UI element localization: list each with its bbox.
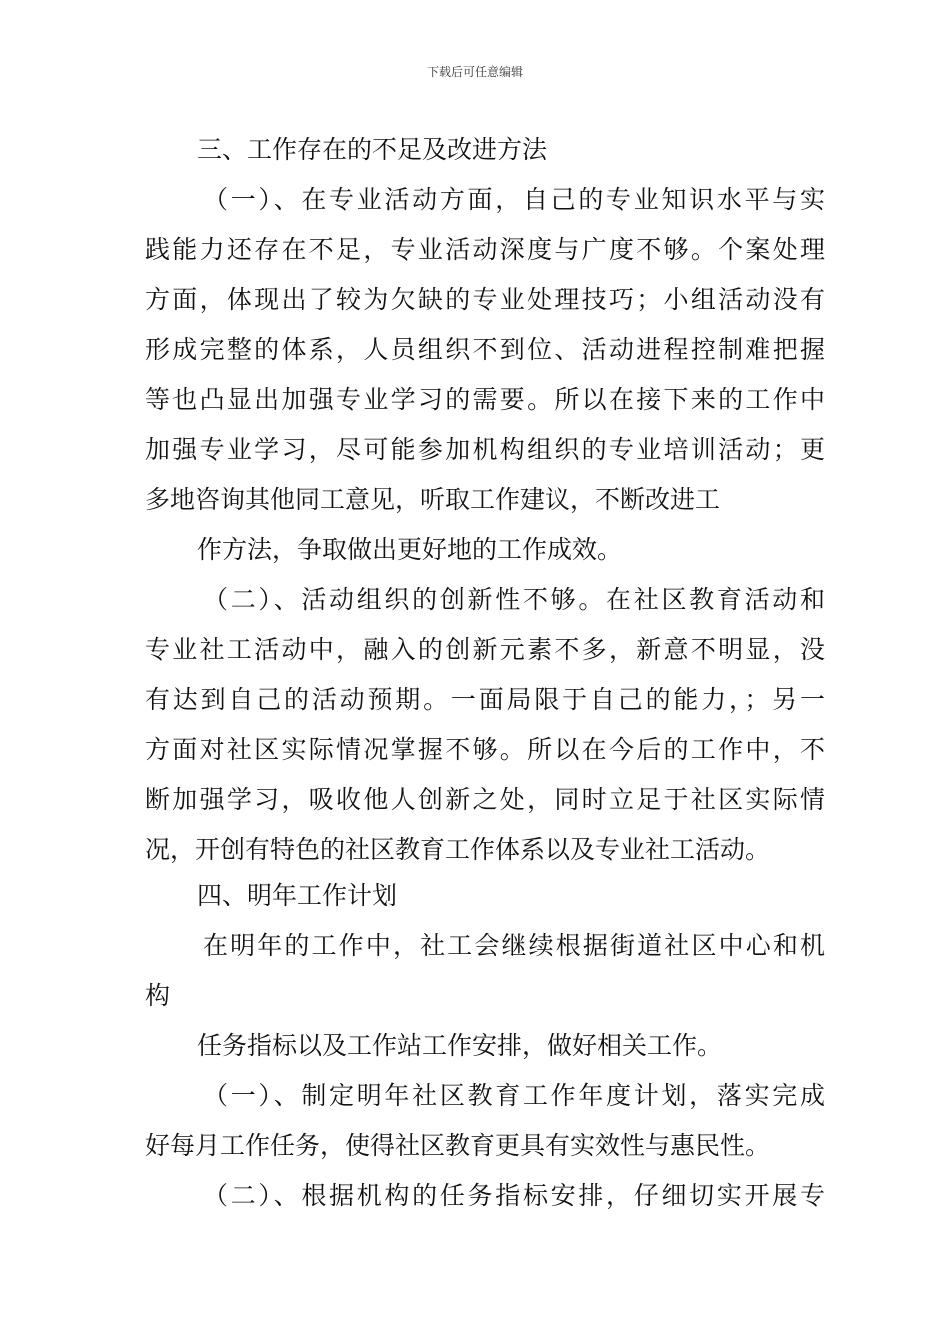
section-heading-4: 四、明年工作计划 [197, 881, 398, 910]
paragraph-line: 作方法，争取做出更好地的工作成效。 [197, 535, 623, 564]
paragraph-line: 加强专业学习，尽可能参加机构组织的专业培训活动；更 [145, 435, 825, 464]
paragraph-line: （一）、制定明年社区教育工作年度计划，落实完成 [203, 1081, 825, 1110]
page-header: 下载后可任意编辑 [426, 65, 523, 79]
paragraph-line: 在明年的工作中，社工会继续根据街道社区中心和机 [203, 931, 825, 960]
paragraph-line: （二）、根据机构的任务指标安排，仔细切实开展专 [203, 1181, 825, 1210]
section-heading-3: 三、工作存在的不足及改进方法 [197, 135, 548, 164]
paragraph-line: 践能力还存在不足，专业活动深度与广度不够。个案处理 [145, 235, 825, 264]
paragraph-line: 多地咨询其他同工意见，听取工作建议，不断改进工 [145, 485, 721, 514]
paragraph-line: 专业社工活动中，融入的创新元素不多，新意不明显，没 [145, 635, 825, 664]
paragraph-line: 形成完整的体系，人员组织不到位、活动进程控制难把握 [145, 335, 825, 364]
paragraph-line: 有达到自己的活动预期。一面局限于自己的能力，；另一 [145, 685, 825, 714]
paragraph-line: 断加强学习，吸收他人创新之处，同时立足于社区实际情 [145, 785, 825, 814]
paragraph-line: 方面，体现出了较为欠缺的专业处理技巧；小组活动没有 [145, 285, 825, 314]
paragraph-line: 任务指标以及工作站工作安排，做好相关工作。 [197, 1031, 723, 1060]
paragraph-line: 构 [145, 981, 171, 1010]
paragraph-line: 方面对社区实际情况掌握不够。所以在今后的工作中，不 [145, 735, 825, 764]
paragraph-line: 况，开创有特色的社区教育工作体系以及专业社工活动。 [145, 835, 771, 864]
paragraph-line: 好每月工作任务，使得社区教育更具有实效性与惠民性。 [145, 1131, 771, 1160]
paragraph-line: 等也凸显出加强专业学习的需要。所以在接下来的工作中 [145, 385, 825, 414]
paragraph-line: （二）、活动组织的创新性不够。在社区教育活动和 [203, 585, 825, 614]
paragraph-line: （一）、在专业活动方面，自己的专业知识水平与实 [203, 185, 825, 214]
